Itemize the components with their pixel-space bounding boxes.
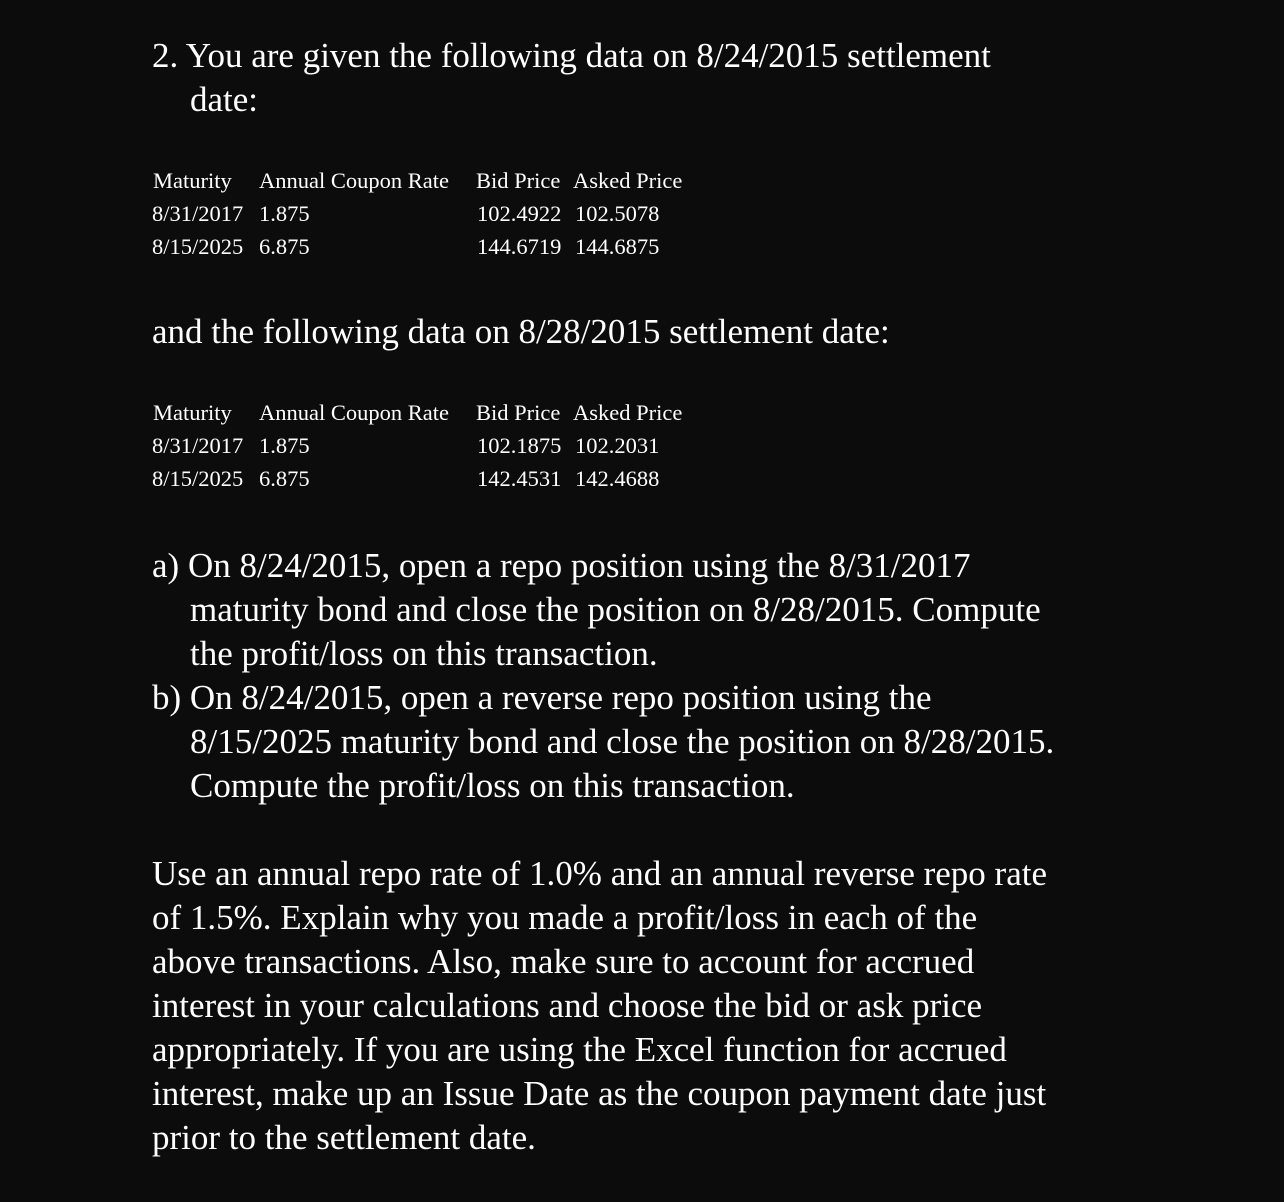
instruction-line: Use an annual repo rate of 1.0% and an annual reverse repo rate [152,854,1047,893]
intro-line: date: [190,80,259,119]
header-bid: Bid Price [476,400,561,425]
intro-line: 2. You are given the following data on 8/24/2015 settlement [152,36,991,75]
header-maturity: Maturity [153,400,232,425]
cell-bid: 142.4531 [477,466,562,491]
part-b-line: b) On 8/24/2015, open a reverse repo position using the [152,678,932,717]
cell-bid: 144.6719 [477,234,562,259]
header-coupon: Annual Coupon Rate [259,400,449,425]
instruction-line: appropriately. If you are using the Excel function for accrued [152,1030,1007,1069]
instructions-paragraph [152,852,1047,1160]
cell-ask: 144.6875 [575,234,660,259]
cell-coupon: 6.875 [259,466,310,491]
cell-bid: 102.1875 [477,433,562,458]
instruction-line: prior to the settlement date. [152,1118,536,1157]
header-coupon: Annual Coupon Rate [259,168,449,193]
instruction-line: of 1.5%. Explain why you made a profit/loss in each of the [152,898,978,937]
instruction-line: interest, make up an Issue Date as the coupon payment date just [152,1074,1047,1113]
part-a-line: maturity bond and close the position on 8/28/2015. Compute [190,590,1041,629]
cell-maturity: 8/31/2017 [152,201,244,226]
part-b-line: 8/15/2025 maturity bond and close the position on 8/28/2015. [190,722,1055,761]
header-maturity: Maturity [153,168,232,193]
part-b-line: Compute the profit/loss on this transaction. [190,766,795,805]
instruction-line: above transactions. Also, make sure to account for accrued [152,942,975,981]
question-intro [152,34,991,122]
header-bid: Bid Price [476,168,561,193]
second-intro: and the following data on 8/28/2015 settlement date: [152,312,890,351]
cell-maturity: 8/31/2017 [152,433,244,458]
cell-coupon: 1.875 [259,433,310,458]
part-a-line: the profit/loss on this transaction. [190,634,658,673]
cell-coupon: 6.875 [259,234,310,259]
part-a-line: a) On 8/24/2015, open a repo position using the 8/31/2017 [152,546,971,585]
cell-maturity: 8/15/2025 [152,234,244,259]
cell-ask: 102.2031 [575,433,660,458]
cell-ask: 142.4688 [575,466,660,491]
cell-ask: 102.5078 [575,201,660,226]
cell-bid: 102.4922 [477,201,562,226]
question-parts [152,544,1054,808]
header-ask: Asked Price [573,168,683,193]
instruction-line: interest in your calculations and choose the bid or ask price [152,986,983,1025]
header-ask: Asked Price [573,400,683,425]
cell-coupon: 1.875 [259,201,310,226]
cell-maturity: 8/15/2025 [152,466,244,491]
